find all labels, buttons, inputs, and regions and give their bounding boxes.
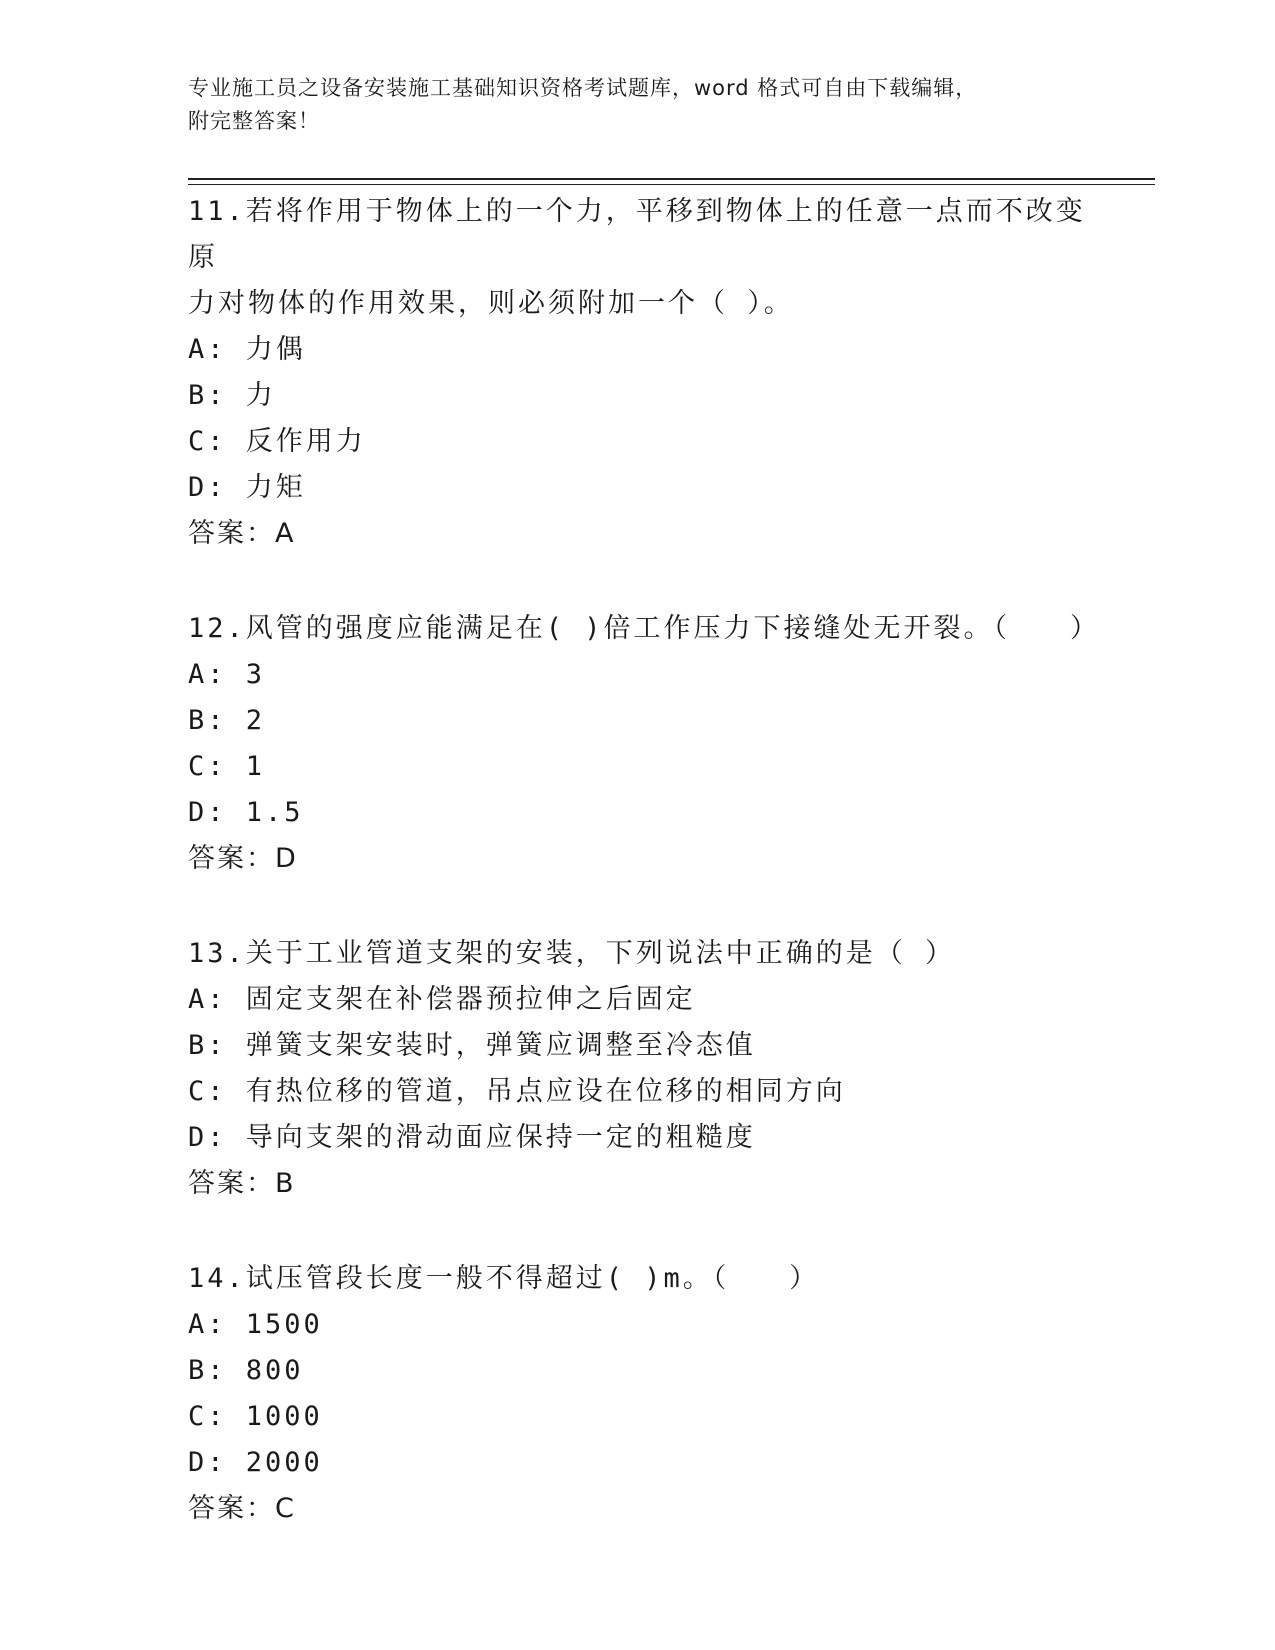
option-d: D: 导向支架的滑动面应保持一定的粗糙度 [188, 1122, 756, 1153]
question-13 [188, 928, 1148, 1253]
option-c: C: 有热位移的管道，吊点应设在位移的相同方向 [188, 1076, 846, 1107]
answer-line: 答案：B [188, 1168, 296, 1199]
option-a: A: 1500 [188, 1309, 323, 1340]
document-header: 专业施工员之设备安装施工基础知识资格考试题库，word 格式可自由下载编辑， 附完整答案！ [188, 76, 978, 133]
option-a: A: 3 [188, 659, 266, 690]
option-d: D: 2000 [188, 1447, 323, 1478]
question-stem: 11.若将作用于物体上的一个力，平移到物体上的任意一点而不改变原 力对物体的作用效果，则必须附加一个（ ）。 [188, 196, 1086, 319]
option-b: B: 力 [188, 380, 276, 411]
header-divider-thin [188, 184, 1155, 185]
question-spacer [188, 1207, 1148, 1253]
question-stem: 12.风管的强度应能满足在( )倍工作压力下接缝处无开裂。（ ） [188, 613, 1101, 644]
option-b: B: 弹簧支架安装时，弹簧应调整至冷态值 [188, 1030, 756, 1061]
option-c: C: 反作用力 [188, 426, 366, 457]
answer-line: 答案：A [188, 518, 296, 549]
option-a: A: 固定支架在补偿器预拉伸之后固定 [188, 984, 696, 1015]
question-12 [188, 603, 1148, 928]
option-b: B: 800 [188, 1355, 304, 1386]
question-14 [188, 1253, 1148, 1532]
option-d: D: 1.5 [188, 797, 304, 828]
question-list [188, 186, 1148, 1532]
option-b: B: 2 [188, 705, 266, 736]
option-d: D: 力矩 [188, 472, 306, 503]
question-11 [188, 186, 1148, 603]
question-spacer [188, 557, 1148, 603]
answer-line: 答案：D [188, 843, 298, 874]
option-c: C: 1 [188, 751, 266, 782]
question-spacer [188, 882, 1148, 928]
option-c: C: 1000 [188, 1401, 323, 1432]
question-stem: 14.试压管段长度一般不得超过( )m。（ ） [188, 1263, 820, 1294]
option-a: A: 力偶 [188, 334, 306, 365]
header-divider-thick [188, 178, 1155, 180]
answer-line: 答案：C [188, 1493, 296, 1524]
question-stem: 13.关于工业管道支架的安装，下列说法中正确的是（ ） [188, 938, 956, 969]
